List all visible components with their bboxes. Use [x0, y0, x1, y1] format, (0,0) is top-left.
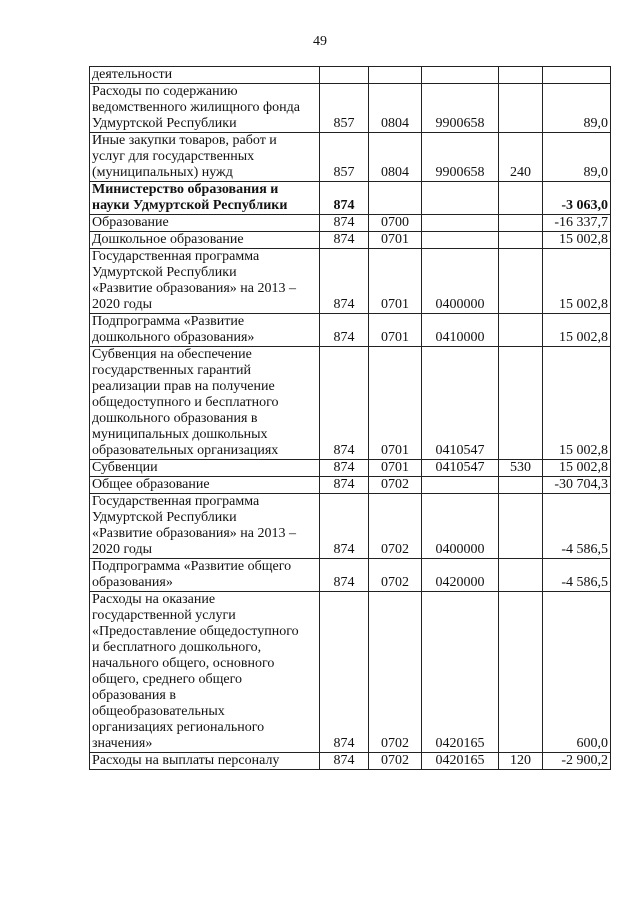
row-ministry-code-cell: 874	[320, 559, 369, 592]
row-section-code-cell: 0701	[369, 347, 422, 460]
row-target-article-cell: 0410547	[422, 460, 499, 477]
row-section-code-cell: 0702	[369, 559, 422, 592]
row-amount-cell: 15 002,8	[543, 314, 611, 347]
table-row	[90, 494, 611, 559]
row-amount-cell: 15 002,8	[543, 460, 611, 477]
row-target-article-cell: 9900658	[422, 84, 499, 133]
row-section-code-cell: 0702	[369, 477, 422, 494]
table-row	[90, 559, 611, 592]
row-target-article-cell: 0410000	[422, 314, 499, 347]
row-expense-type-cell: 120	[499, 753, 543, 770]
row-expense-type-cell	[499, 592, 543, 753]
row-section-code-cell: 0700	[369, 215, 422, 232]
row-name-cell: Подпрограмма «Развитие дошкольного образования»	[90, 314, 320, 347]
row-name-cell: Дошкольное образование	[90, 232, 320, 249]
row-section-code-cell: 0804	[369, 84, 422, 133]
row-ministry-code-cell: 874	[320, 477, 369, 494]
table-row	[90, 477, 611, 494]
table-row	[90, 133, 611, 182]
row-amount-cell: 600,0	[543, 592, 611, 753]
table-row	[90, 592, 611, 753]
table-row	[90, 753, 611, 770]
row-ministry-code-cell: 874	[320, 494, 369, 559]
row-amount-cell: 89,0	[543, 84, 611, 133]
row-target-article-cell: 0420000	[422, 559, 499, 592]
row-name-cell: Расходы по содержанию ведомственного жилищного фонда Удмуртской Республики	[90, 84, 320, 133]
row-target-article-cell: 9900658	[422, 133, 499, 182]
row-section-code-cell: 0702	[369, 753, 422, 770]
row-amount-cell: -4 586,5	[543, 559, 611, 592]
row-name-cell: Иные закупки товаров, работ и услуг для государственных (муниципальных) нужд	[90, 133, 320, 182]
row-name-cell: деятельности	[90, 67, 320, 84]
table-row	[90, 249, 611, 314]
row-amount-cell	[543, 67, 611, 84]
row-expense-type-cell	[499, 494, 543, 559]
row-amount-cell: -16 337,7	[543, 215, 611, 232]
row-expense-type-cell	[499, 314, 543, 347]
row-section-code-cell: 0701	[369, 314, 422, 347]
row-section-code-cell: 0701	[369, 460, 422, 477]
budget-table-body	[90, 67, 611, 770]
row-name-cell: Образование	[90, 215, 320, 232]
row-target-article-cell	[422, 215, 499, 232]
row-expense-type-cell	[499, 232, 543, 249]
row-ministry-code-cell: 874	[320, 592, 369, 753]
row-target-article-cell	[422, 232, 499, 249]
table-row	[90, 67, 611, 84]
row-ministry-code-cell: 874	[320, 182, 369, 215]
row-amount-cell: -4 586,5	[543, 494, 611, 559]
row-section-code-cell	[369, 67, 422, 84]
table-row	[90, 347, 611, 460]
table-row	[90, 314, 611, 347]
row-ministry-code-cell: 857	[320, 84, 369, 133]
row-target-article-cell: 0420165	[422, 592, 499, 753]
row-name-cell: Расходы на оказание государственной услуги «Предоставление общедоступного и бесплатного дошкольного, начального общего, основного общего, среднего общего образования в общеобразовательных организациях регионального значения»	[90, 592, 320, 753]
row-name-cell: Субвенции	[90, 460, 320, 477]
row-expense-type-cell	[499, 67, 543, 84]
row-ministry-code-cell: 874	[320, 314, 369, 347]
row-expense-type-cell	[499, 559, 543, 592]
row-section-code-cell: 0804	[369, 133, 422, 182]
row-amount-cell: -30 704,3	[543, 477, 611, 494]
row-target-article-cell	[422, 182, 499, 215]
row-name-cell: Подпрограмма «Развитие общего образования»	[90, 559, 320, 592]
row-expense-type-cell: 530	[499, 460, 543, 477]
row-amount-cell: 15 002,8	[543, 232, 611, 249]
table-row	[90, 215, 611, 232]
row-ministry-code-cell: 874	[320, 232, 369, 249]
row-target-article-cell	[422, 477, 499, 494]
row-name-cell: Государственная программа Удмуртской Республики «Развитие образования» на 2013 – 2020 годы	[90, 494, 320, 559]
table-row	[90, 232, 611, 249]
row-amount-cell: 89,0	[543, 133, 611, 182]
row-name-cell: Субвенция на обеспечение государственных гарантий реализации прав на получение общедоступного и бесплатного дошкольного образования в муниципальных дошкольных образовательных организациях	[90, 347, 320, 460]
row-ministry-code-cell: 874	[320, 249, 369, 314]
row-target-article-cell	[422, 67, 499, 84]
table-row	[90, 460, 611, 477]
row-ministry-code-cell	[320, 67, 369, 84]
row-ministry-code-cell: 874	[320, 347, 369, 460]
row-ministry-code-cell: 874	[320, 215, 369, 232]
row-target-article-cell: 0400000	[422, 494, 499, 559]
table-row	[90, 84, 611, 133]
row-expense-type-cell: 240	[499, 133, 543, 182]
budget-table	[89, 66, 611, 770]
row-section-code-cell: 0702	[369, 494, 422, 559]
page-number: 49	[313, 34, 327, 49]
row-amount-cell: 15 002,8	[543, 347, 611, 460]
row-expense-type-cell	[499, 249, 543, 314]
row-section-code-cell: 0702	[369, 592, 422, 753]
row-section-code-cell: 0701	[369, 232, 422, 249]
row-name-cell: Министерство образования и науки Удмуртской Республики	[90, 182, 320, 215]
row-name-cell: Государственная программа Удмуртской Республики «Развитие образования» на 2013 – 2020 годы	[90, 249, 320, 314]
row-target-article-cell: 0410547	[422, 347, 499, 460]
row-target-article-cell: 0400000	[422, 249, 499, 314]
row-ministry-code-cell: 874	[320, 753, 369, 770]
row-amount-cell: -3 063,0	[543, 182, 611, 215]
row-name-cell: Расходы на выплаты персоналу	[90, 753, 320, 770]
row-name-cell: Общее образование	[90, 477, 320, 494]
row-section-code-cell	[369, 182, 422, 215]
table-row	[90, 182, 611, 215]
row-amount-cell: -2 900,2	[543, 753, 611, 770]
row-expense-type-cell	[499, 182, 543, 215]
row-section-code-cell: 0701	[369, 249, 422, 314]
row-expense-type-cell	[499, 215, 543, 232]
row-amount-cell: 15 002,8	[543, 249, 611, 314]
row-expense-type-cell	[499, 347, 543, 460]
row-expense-type-cell	[499, 477, 543, 494]
row-ministry-code-cell: 874	[320, 460, 369, 477]
row-expense-type-cell	[499, 84, 543, 133]
row-ministry-code-cell: 857	[320, 133, 369, 182]
row-target-article-cell: 0420165	[422, 753, 499, 770]
